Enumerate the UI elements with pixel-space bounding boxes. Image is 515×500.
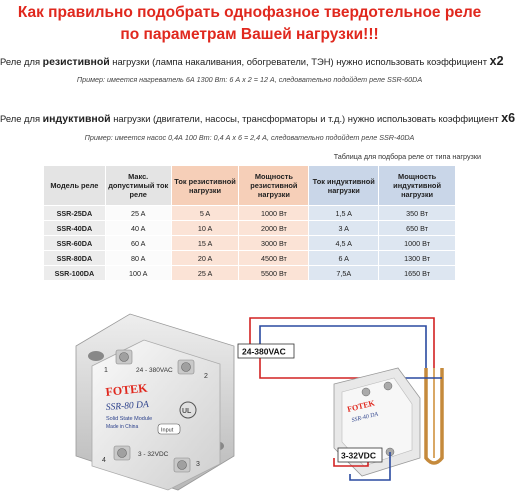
small-relay-model: SSR-40 DA [351, 411, 379, 424]
header-model: Модель реле [44, 166, 106, 206]
table-caption: Таблица для подбора реле от типа нагрузки [333, 152, 481, 161]
relay-input-label: Input [161, 427, 174, 434]
cell-max-current: 25 A [105, 206, 171, 221]
resistive-rule [0, 54, 504, 68]
cell-max-current: 60 A [105, 236, 171, 251]
dc-voltage-label: 3-32VDC [341, 450, 376, 461]
ac-voltage-label: 24-380VAC [242, 346, 286, 357]
inductive-prefix: Реле для [0, 113, 43, 124]
cell-inductive-power: 350 Вт [379, 206, 456, 221]
page-title: Как правильно подобрать однофазное твердотельное реле [17, 4, 482, 21]
header-resistive-power: Мощность резистивной нагрузки [239, 166, 309, 206]
table-header-row [44, 166, 456, 206]
terminal-screw-icon [384, 382, 392, 390]
relay-ac-range: 24 - 380VAC [136, 367, 173, 374]
cell-max-current: 40 A [105, 221, 171, 236]
header-resistive-current: Ток резистивной нагрузки [171, 166, 239, 206]
relay-subtitle: Solid State Module [106, 416, 153, 422]
cell-inductive-current: 3 A [309, 221, 379, 236]
relay-made-in: Made in China [106, 424, 139, 430]
relay-selection-table [43, 165, 456, 281]
wiring-diagram [238, 308, 468, 490]
ul-cert-text: UL [182, 408, 192, 415]
cell-model: SSR-25DA [44, 206, 106, 221]
relay-body [92, 340, 220, 490]
terminal-number-3: 3 [196, 461, 200, 468]
page-subtitle: по параметрам Вашей нагрузки!!! [120, 26, 379, 43]
cell-model: SSR-100DA [44, 266, 106, 281]
cell-resistive-current: 10 A [171, 221, 239, 236]
relay-photo [70, 306, 240, 494]
inductive-example: Пример: имеется насос 0,4А 100 Вт: 0,4 А х 6 = 2,4 А, следовательно подойдет реле SSR-40DA [84, 133, 415, 142]
small-relay-brand: FOTEK [346, 398, 376, 414]
cell-inductive-current: 4,5 A [309, 236, 379, 251]
terminal-screw-icon [362, 388, 370, 396]
header-inductive-power: Мощность индуктивной нагрузки [379, 166, 456, 206]
terminal-number-4: 4 [102, 457, 106, 464]
table-row [44, 206, 456, 221]
cell-resistive-power: 1000 Вт [239, 206, 309, 221]
cell-inductive-power: 1650 Вт [379, 266, 456, 281]
terminal-screw-icon [120, 353, 129, 362]
table-row [44, 221, 456, 236]
resistive-coefficient: x2 [489, 54, 504, 68]
inductive-suffix: нагрузки (двигатели, насосы, трансформаторы и т.д.) нужно использовать коэффициент [110, 113, 502, 124]
cell-inductive-current: 6 A [309, 251, 379, 266]
terminal-number-1: 1 [104, 367, 108, 374]
resistive-keyword: резистивной [42, 56, 110, 68]
cell-resistive-power: 4500 Вт [239, 251, 309, 266]
cell-model: SSR-80DA [44, 251, 106, 266]
cell-resistive-current: 15 A [171, 236, 239, 251]
inductive-rule [0, 111, 515, 125]
relay-model: SSR-80 DA [105, 400, 150, 413]
table-row [44, 251, 456, 266]
resistive-suffix: нагрузки (лампа накаливания, обогреватели, ТЭН) нужно использовать коэффициент [109, 56, 490, 67]
terminal-screw-icon [118, 449, 127, 458]
table-row [44, 266, 456, 281]
cell-resistive-current: 5 A [171, 206, 239, 221]
relay-brand-logo: FOTEK [104, 380, 149, 399]
cell-inductive-power: 650 Вт [379, 221, 456, 236]
cell-inductive-current: 7,5A [309, 266, 379, 281]
table-row [44, 236, 456, 251]
cell-max-current: 100 A [105, 266, 171, 281]
inductive-keyword: индуктивной [42, 113, 111, 125]
header-inductive-current: Ток индуктивной нагрузки [309, 166, 379, 206]
cell-inductive-power: 1300 Вт [379, 251, 456, 266]
inductive-coefficient: x6 [501, 111, 515, 125]
cell-resistive-current: 25 A [171, 266, 239, 281]
mount-hole-icon [88, 351, 104, 361]
relay-dc-range: 3 - 32VDC [138, 451, 169, 458]
terminal-screw-icon [182, 363, 191, 372]
cell-resistive-power: 2000 Вт [239, 221, 309, 236]
terminal-screw-icon [178, 461, 187, 470]
cell-resistive-current: 20 A [171, 251, 239, 266]
cell-model: SSR-40DA [44, 221, 106, 236]
cell-resistive-power: 5500 Вт [239, 266, 309, 281]
cell-inductive-current: 1,5 A [309, 206, 379, 221]
cell-model: SSR-60DA [44, 236, 106, 251]
cell-max-current: 80 A [105, 251, 171, 266]
cell-resistive-power: 3000 Вт [239, 236, 309, 251]
cell-inductive-power: 1000 Вт [379, 236, 456, 251]
header-max-current: Макс. допустимый ток реле [105, 166, 171, 206]
terminal-number-2: 2 [204, 373, 208, 380]
resistive-example: Пример: имеется нагреватель 6А 1300 Вт: 6 А х 2 = 12 А, следовательно подойдет реле SSR-60DA [76, 75, 423, 84]
resistive-prefix: Реле для [0, 56, 43, 67]
